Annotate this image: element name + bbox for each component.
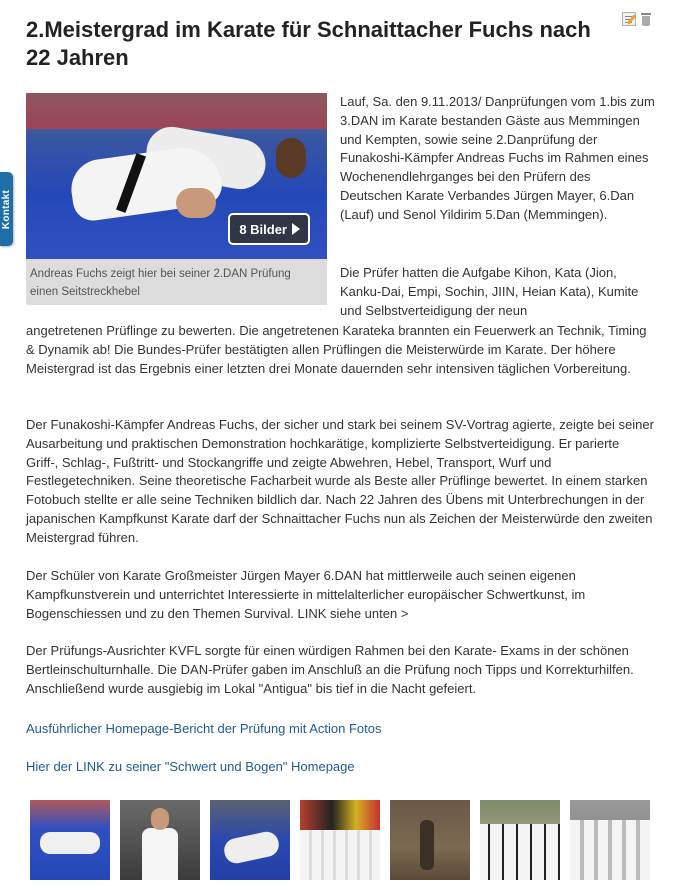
gallery-button[interactable] [228,213,310,245]
thumbnail-4[interactable] [300,800,380,880]
thumbnail-7[interactable] [570,800,650,880]
article-title: 2.Meistergrad im Karate für Schnaittacher Fuchs nach 22 Jahren [26,17,591,70]
main-photo[interactable] [26,93,327,259]
paragraph-3: Der Schüler von Karate Großmeister Jürgen Mayer 6.DAN hat mittlerweile auch seinen eigenen Kampfkunstverein und unterrichtet Interessierte in mittelalterlicher europäischer Schwertkunst, im Bogenschiessen und zu den Themen Survival. LINK siehe unten > [26,568,586,621]
thumbnail-strip [30,800,650,880]
thumbnail-6[interactable] [480,800,560,880]
kontakt-tab[interactable] [0,172,13,246]
edit-icon[interactable] [622,12,636,26]
kontakt-label: Kontakt [1,189,13,229]
lead-paragraph: Lauf, Sa. den 9.11.2013/ Danprüfungen vom 1.bis zum 3.DAN im Karate bestanden Gäste aus Memmingen und Kempten, sowie seine 2.Danprüfung der Funakoshi-Kämpfer Andreas Fuchs im Rahmen eines Wochenendlehrganges bei den Prüfern des Deutschen Karate Verbandes Jürgen Mayer, 6.Dan (Lauf) und Senol Yildirim 5.Dan (Memmingen). [340,94,655,222]
thumbnail-3[interactable] [210,800,290,880]
paragraph-1-rest: angetretenen Prüflinge zu bewerten. Die angetretenen Karateka brannten ein Feuerwerk an Technik, Timing & Dynamik ab! Die Bundes-Prüfer bestätigten allen Prüflingen die Meisterwürde im Karate. Der höhere Meistergrad ist das Ergebnis einer letzten drei Monate dauernden sehr intensiven täglichen Vorbereitung. [26,323,647,376]
report-link[interactable]: Ausführlicher Homepage-Bericht der Prüfung mit Action Fotos [26,721,382,736]
paragraph-1-start: Die Prüfer hatten die Aufgabe Kihon, Kata (Jion, Kanku-Dai, Empi, Sochin, JIIN, Heian Kata), Kumite und Selbstverteidigung der neun [340,265,639,318]
play-triangle-icon [292,223,300,235]
article-figure [26,93,327,305]
paragraph-4: Der Prüfungs-Ausrichter KVFL sorgte für einen würdigen Rahmen bei den Karate- Exams in der schönen Bertleinschulturnhalle. Die DAN-Prüfer gaben im Anschluß an die Prüfung noch Tipps und Korrekturhilfen. Anschließend wurde ausgiebig im Lokal "Antigua" bis tief in die Nacht gefeiert. [26,643,634,696]
gallery-count: 8 Bilder [239,221,287,237]
thumbnail-1[interactable] [30,800,110,880]
photo-caption: Andreas Fuchs zeigt hier bei seiner 2.DAN Prüfung einen Seitstreckhebel [30,268,291,298]
paragraph-2: Der Funakoshi-Kämpfer Andreas Fuchs, der sicher und stark bei seinem SV-Vortrag agierte, zeigte bei seiner Ausarbeitung und praktischen Demonstration hochkarätige, komplizierte Selbstverteidigung. Er parierte Griff-, Schlag-, Fußtritt- und Stockangriffe und zeigte Abwehren, Hebel, Transport, Wurf und Festlegetechniken. Seine theoretische Facharbeit wurde als Beste aller Prüflinge bewertet. In einem starken Fotobuch stellte er alle seine Techniken bildlich dar. Nach 22 Jahren des Übens mit Unterbrechungen in der japanischen Kampfkunst Karate darf der Schnaittacher Fuchs nun als Zeichen der Meisterwürde den zweiten Meistergrad führen. [26,417,654,545]
trash-icon[interactable] [639,12,653,26]
thumbnail-5[interactable] [390,800,470,880]
article-tools [622,12,653,26]
homepage-link[interactable]: Hier der LINK zu seiner "Schwert und Bogen" Homepage [26,759,355,774]
thumbnail-2[interactable] [120,800,200,880]
